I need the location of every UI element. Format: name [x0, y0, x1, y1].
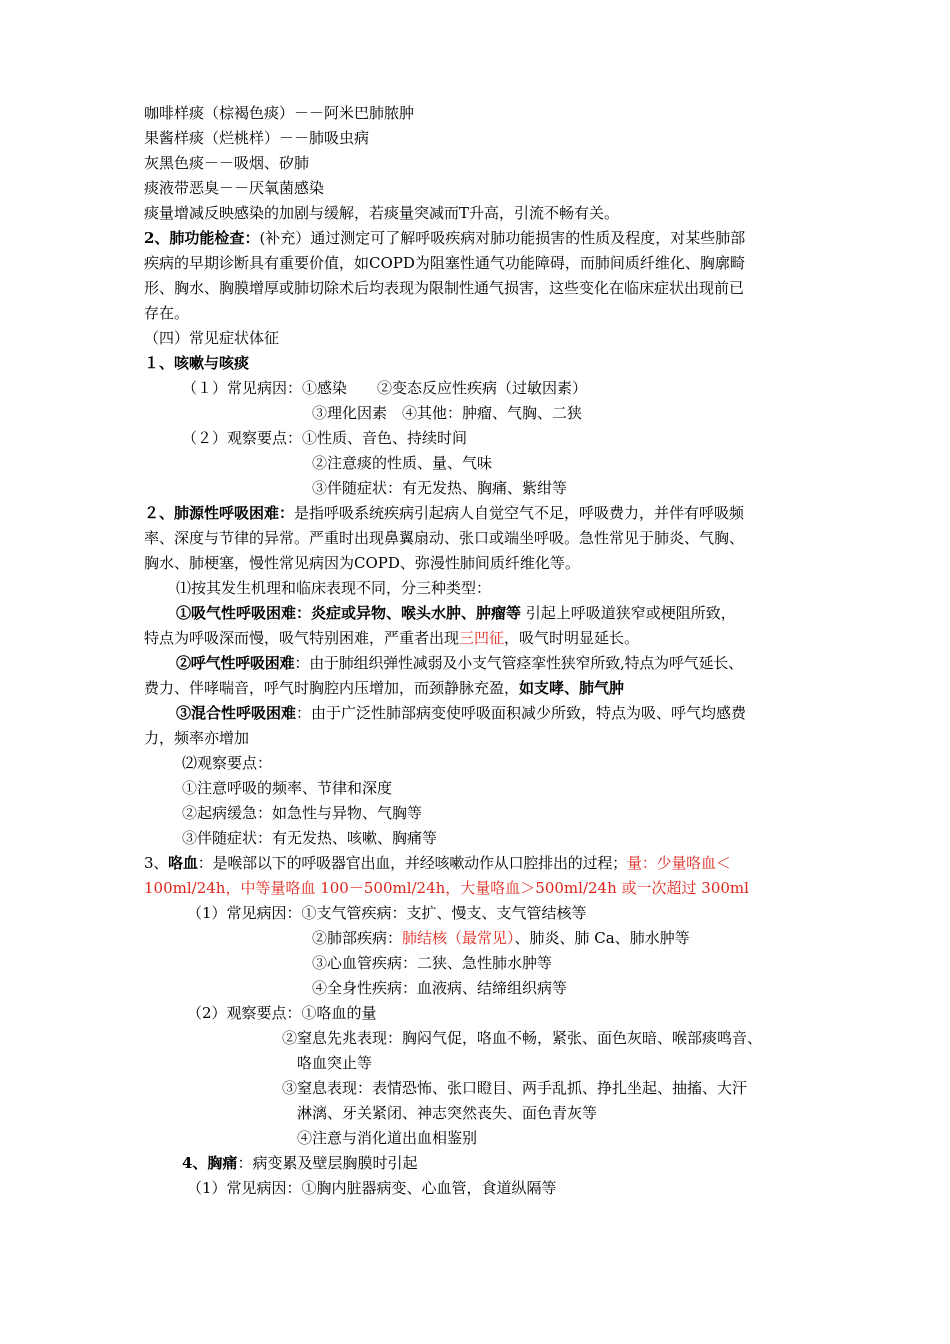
- line-text: 存在。: [144, 304, 190, 322]
- line-text: ④全身性疾病：血液病、结缔组织病等: [312, 979, 568, 997]
- text-line: [144, 301, 189, 325]
- line-text: 咯血突止等: [297, 1054, 373, 1072]
- line-text: 果酱样痰（烂桃样）－－肺吸虫病: [144, 129, 370, 147]
- text-line: [144, 726, 249, 750]
- line-text: ：是喉部以下的呼吸器官出血，并经咳嗽动作从口腔排出的过程；: [197, 854, 627, 872]
- text-line: [144, 551, 580, 575]
- line-text: ③伴随症状：有无发热、胸痛、紫绀等: [312, 479, 568, 497]
- section-lung-function: [144, 226, 745, 250]
- mixed-dyspnea: [176, 701, 746, 725]
- line-text: ②肺部疾病：: [312, 929, 403, 947]
- line-text: 疾病的早期诊断具有重要价值，如COPD为阻塞性通气功能障碍，而肺间质纤维化、胸廓畸: [144, 254, 745, 272]
- section-heading: 4、胸痛: [182, 1154, 238, 1172]
- section-heading: １、咳嗽与咳痰: [144, 354, 250, 372]
- line-text: （２）观察要点：①性质、音色、持续时间: [182, 429, 468, 447]
- text-line: [312, 476, 567, 500]
- line-text: 力，频率亦增加: [144, 729, 250, 747]
- line-text: 、肺炎、肺 Ca、肺水肿等: [514, 929, 690, 947]
- text-line: [187, 901, 587, 925]
- text-line: [144, 126, 369, 150]
- highlight-text: 三凹征: [459, 629, 505, 647]
- line-text: ：病变累及壁层胸膜时引起: [237, 1154, 418, 1172]
- text-line: [182, 426, 467, 450]
- line-text: ④注意与消化道出血相鉴别: [297, 1129, 478, 1147]
- line-text: (补充）通过测定可了解呼吸疾病对肺功能损害的性质及程度，对某些肺部: [259, 229, 746, 247]
- section-heading: 咯血: [168, 854, 198, 872]
- line-text: 3、: [144, 854, 169, 872]
- text-line: [144, 201, 619, 225]
- line-text: ③伴随症状：有无发热、咳嗽、胸痛等: [182, 829, 438, 847]
- line-text: 费力、伴哮喘音，呼气时胸腔内压增加，而颈静脉充盈，: [144, 679, 520, 697]
- text-line: [312, 926, 690, 950]
- term-heading: ③混合性呼吸困难: [176, 704, 297, 722]
- line-text: 灰黑色痰－－吸烟、矽肺: [144, 154, 310, 172]
- line-text: （1）常见病因：①支气管疾病：支扩、慢支、支气管结核等: [187, 904, 587, 922]
- highlight-text: 100ml/24h，中等量咯血 100－500ml/24h，大量咯血＞500ml/24h 或一次超过 300ml: [144, 879, 749, 897]
- text-line: [297, 1051, 372, 1075]
- line-text: 形、胸水、胸膜增厚或肺切除术后均表现为限制性通气损害，这些变化在临床症状出现前已: [144, 279, 745, 297]
- bold-text: 如支哮、肺气肿: [519, 679, 625, 697]
- line-text: 胸水、肺梗塞，慢性常见病因为COPD、弥漫性肺间质纤维化等。: [144, 554, 580, 572]
- line-text: ⑴按其发生机理和临床表现不同，分三种类型：: [176, 579, 492, 597]
- text-line: [144, 626, 639, 650]
- term-heading: ①吸气性呼吸困难：炎症或异物、喉头水肿、肿瘤等: [176, 604, 522, 622]
- line-text: ：由于肺组织弹性减弱及小支气管痉挛性狭窄所致,特点为呼气延长、: [294, 654, 743, 672]
- line-text: ：由于广泛性肺部病变使呼吸面积减少所致，特点为吸、呼气均感费: [296, 704, 747, 722]
- text-line: [182, 751, 272, 775]
- section-dyspnea: [144, 501, 744, 525]
- line-text: 痰液带恶臭－－厌氧菌感染: [144, 179, 325, 197]
- text-line: [182, 776, 392, 800]
- highlight-text: 量：少量咯血＜: [626, 854, 731, 872]
- line-text: ，吸气时明显延长。: [504, 629, 640, 647]
- highlight-text: 肺结核（最常见）: [402, 929, 515, 947]
- term-heading: ②呼气性呼吸困难: [176, 654, 295, 672]
- line-text: 淋漓、牙关紧闭、神志突然丧失、面色青灰等: [297, 1104, 598, 1122]
- text-line: [144, 151, 309, 175]
- text-line: [182, 801, 422, 825]
- line-text: 特点为呼吸深而慢，吸气特别困难，严重者出现: [144, 629, 460, 647]
- line-text: ③窒息表现：表情恐怖、张口瞪目、两手乱抓、挣扎坐起、抽搐、大汗: [282, 1079, 748, 1097]
- line-text: （1）常见病因：①胸内脏器病变、心血管，食道纵隔等: [187, 1179, 557, 1197]
- text-line: [282, 1026, 762, 1050]
- text-line: [182, 826, 437, 850]
- text-line: [297, 1126, 477, 1150]
- text-line: [144, 176, 324, 200]
- line-text: ⑵观察要点：: [182, 754, 273, 772]
- subsection-title: [144, 326, 279, 350]
- line-text: 咖啡样痰（棕褐色痰）－－阿米巴肺脓肿: [144, 104, 415, 122]
- line-text: 率、深度与节律的异常。严重时出现鼻翼扇动、张口或端坐呼吸。急性常见于肺炎、气胸、: [144, 529, 745, 547]
- text-line: [282, 1076, 747, 1100]
- line-text: （2）观察要点：①咯血的量: [187, 1004, 377, 1022]
- line-text: 痰量增减反映感染的加剧与缓解，若痰量突减而T升高，引流不畅有关。: [144, 204, 620, 222]
- text-line: [312, 976, 567, 1000]
- text-line: [312, 951, 552, 975]
- line-text: ②起病缓急：如急性与异物、气胸等: [182, 804, 423, 822]
- section-hemoptysis: [144, 851, 731, 875]
- text-line: [187, 1001, 377, 1025]
- expiratory-dyspnea: [176, 651, 743, 675]
- section-heading: 2、肺功能检查：: [144, 229, 260, 247]
- text-line: [144, 101, 414, 125]
- text-line: [312, 401, 582, 425]
- line-text: 引起上呼吸道狭窄或梗阻所致，: [521, 604, 736, 622]
- line-text: ①注意呼吸的频率、节律和深度: [182, 779, 393, 797]
- text-line: [144, 251, 745, 275]
- text-line: [312, 451, 492, 475]
- text-line: [144, 676, 624, 700]
- inspiratory-dyspnea: [176, 601, 736, 625]
- line-text: ②窒息先兆表现：胸闷气促，咯血不畅，紧张、面色灰暗、喉部痰鸣音、: [282, 1029, 763, 1047]
- section-chest-pain: [182, 1151, 417, 1175]
- line-text: ②注意痰的性质、量、气味: [312, 454, 493, 472]
- text-line: [176, 576, 491, 600]
- text-line: [182, 376, 587, 400]
- text-line: [144, 526, 744, 550]
- line-text: （四）常见症状体征: [144, 329, 280, 347]
- line-text: ③理化因素 ④其他：肿瘤、气胸、二狭: [312, 404, 583, 422]
- line-text: ③心血管疾病：二狭、急性肺水肿等: [312, 954, 553, 972]
- text-line: [187, 1176, 557, 1200]
- text-line: [297, 1101, 597, 1125]
- text-line: [144, 276, 744, 300]
- line-text: （１）常见病因：①感染 ②变态反应性疾病（过敏因素）: [182, 379, 588, 397]
- section-heading: ２、肺源性呼吸困难：: [144, 504, 295, 522]
- text-line: [144, 876, 749, 900]
- line-text: 是指呼吸系统疾病引起病人自觉空气不足，呼吸费力，并伴有呼吸频: [294, 504, 745, 522]
- section-cough-heading: [144, 351, 249, 375]
